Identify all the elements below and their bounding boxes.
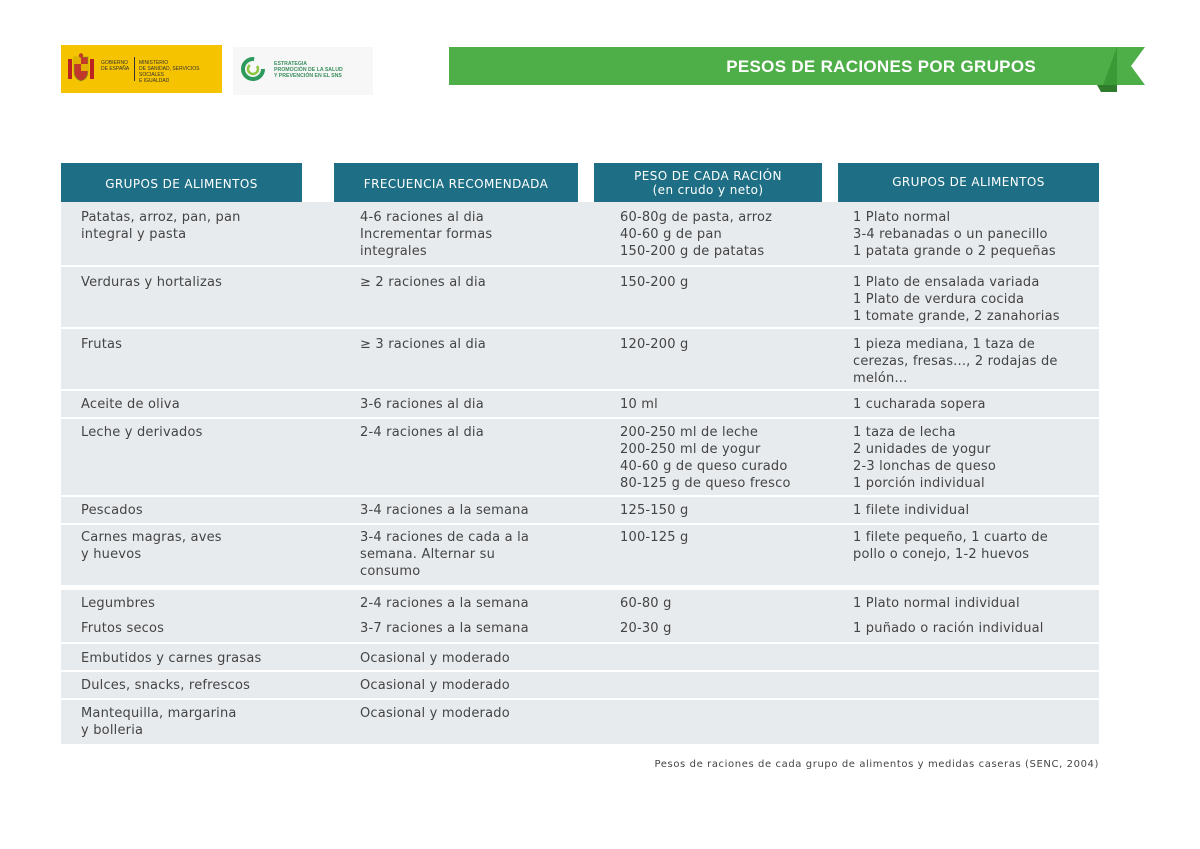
table-row: [61, 590, 1099, 616]
strategy-ring-icon: [240, 56, 266, 82]
table-row: [61, 525, 1099, 585]
table-row: [61, 391, 1099, 417]
cell-frequency: 3-4 raciones a la semana: [360, 503, 529, 518]
cell-measure: 1 puñado o ración individual: [853, 621, 1044, 636]
title-banner: [449, 47, 1117, 85]
header-portion-weight-sublabel: (en crudo y neto): [652, 183, 764, 197]
cell-measure: 1 cucharada sopera: [853, 397, 986, 412]
header-household-measures-label: GRUPOS DE ALIMENTOS: [892, 175, 1045, 189]
cell-weight: 60-80g de pasta, arroz 40-60 g de pan 150-200 g de patatas: [620, 210, 773, 259]
page-title: PESOS DE RACIONES POR GRUPOS: [726, 57, 1036, 76]
cell-food-group: Pescados: [81, 503, 143, 518]
cell-frequency: 4-6 raciones al dia Incrementar formas integrales: [360, 210, 493, 259]
table-row: [61, 419, 1099, 495]
cell-food-group: Verduras y hortalizas: [81, 275, 223, 290]
header-food-groups-label: GRUPOS DE ALIMENTOS: [105, 177, 258, 191]
cell-measure: 1 Plato normal 3-4 rebanadas o un panecillo 1 patata grande o 2 pequeñas: [853, 210, 1056, 259]
cell-frequency: Ocasional y moderado: [360, 651, 510, 666]
header-frequency-label: FRECUENCIA RECOMENDADA: [363, 177, 549, 191]
header-frequency: [334, 163, 578, 202]
logo-divider: [134, 57, 135, 81]
cell-food-group: Frutas: [81, 337, 123, 352]
cell-weight: 125-150 g: [620, 503, 689, 518]
header-portion-weight: [594, 163, 822, 202]
cell-frequency: 3-6 raciones al dia: [360, 397, 484, 412]
ministry-label: MINISTERIO DE SANIDAD, SERVICIOS SOCIALES E IGUALDAD: [139, 60, 200, 84]
cell-food-group: Legumbres: [81, 596, 156, 611]
cell-measure: 1 filete pequeño, 1 cuarto de pollo o conejo, 1-2 huevos: [853, 530, 1048, 562]
cell-frequency: Ocasional y moderado: [360, 678, 510, 693]
table-row: [61, 329, 1099, 389]
cell-weight: 10 ml: [620, 397, 658, 412]
cell-measure: 1 Plato normal individual: [853, 596, 1020, 611]
cell-food-group: Aceite de oliva: [81, 397, 180, 412]
strategy-label: ESTRATEGIA PROMOCIÓN DE LA SALUD Y PREVENCIÓN EN EL SNS: [274, 61, 343, 79]
source-note: Pesos de raciones de cada grupo de alimentos y medidas caseras (SENC, 2004): [654, 759, 1099, 770]
cell-weight: 200-250 ml de leche 200-250 ml de yogur 40-60 g de queso curado 80-125 g de queso fresco: [620, 425, 791, 491]
cell-food-group: Carnes magras, aves y huevos: [81, 530, 222, 562]
cell-weight: 150-200 g: [620, 275, 689, 290]
cell-frequency: 2-4 raciones a la semana: [360, 596, 529, 611]
cell-weight: 100-125 g: [620, 530, 689, 545]
cell-frequency: 3-7 raciones a la semana: [360, 621, 529, 636]
cell-measure: 1 taza de lecha 2 unidades de yogur 2-3 lonchas de queso 1 porción individual: [853, 425, 997, 491]
cell-weight: 20-30 g: [620, 621, 672, 636]
cell-food-group: Frutos secos: [81, 621, 165, 636]
cell-frequency: Ocasional y moderado: [360, 706, 510, 721]
cell-measure: 1 Plato de ensalada variada 1 Plato de verdura cocida 1 tomate grande, 2 zanahorias: [853, 275, 1060, 324]
table-row: [61, 202, 1099, 265]
table-row: [61, 497, 1099, 523]
header-portion-weight-label: PESO DE CADA RACIÓN: [634, 169, 782, 183]
table-row: [61, 672, 1099, 698]
cell-weight: 120-200 g: [620, 337, 689, 352]
cell-frequency: ≥ 2 raciones al dia: [360, 275, 486, 290]
cell-frequency: 2-4 raciones al dia: [360, 425, 484, 440]
cell-food-group: Mantequilla, margarina y bolleria: [81, 706, 237, 738]
ribbon-tail-icon: [1097, 47, 1145, 92]
table-row: [61, 267, 1099, 327]
strategy-logo: [233, 47, 373, 95]
header-household-measures: [838, 163, 1099, 202]
header-food-groups: [61, 163, 302, 202]
cell-food-group: Patatas, arroz, pan, pan integral y pasta: [81, 210, 241, 242]
table-row: [61, 700, 1099, 744]
table-row: [61, 616, 1099, 642]
cell-frequency: ≥ 3 raciones al dia: [360, 337, 486, 352]
cell-frequency: 3-4 raciones de cada a la semana. Alternar su consumo: [360, 530, 530, 579]
cell-measure: 1 pieza mediana, 1 taza de cerezas, fresas..., 2 rodajas de melón...: [853, 337, 1058, 386]
government-label: GOBIERNO DE ESPAÑA: [101, 60, 130, 72]
cell-food-group: Embutidos y carnes grasas: [81, 651, 262, 666]
cell-weight: 60-80 g: [620, 596, 672, 611]
coat-of-arms-icon: [66, 53, 96, 85]
cell-food-group: Leche y derivados: [81, 425, 203, 440]
government-logo: [61, 45, 222, 93]
cell-measure: 1 filete individual: [853, 503, 970, 518]
cell-food-group: Dulces, snacks, refrescos: [81, 678, 251, 693]
table-row: [61, 644, 1099, 670]
